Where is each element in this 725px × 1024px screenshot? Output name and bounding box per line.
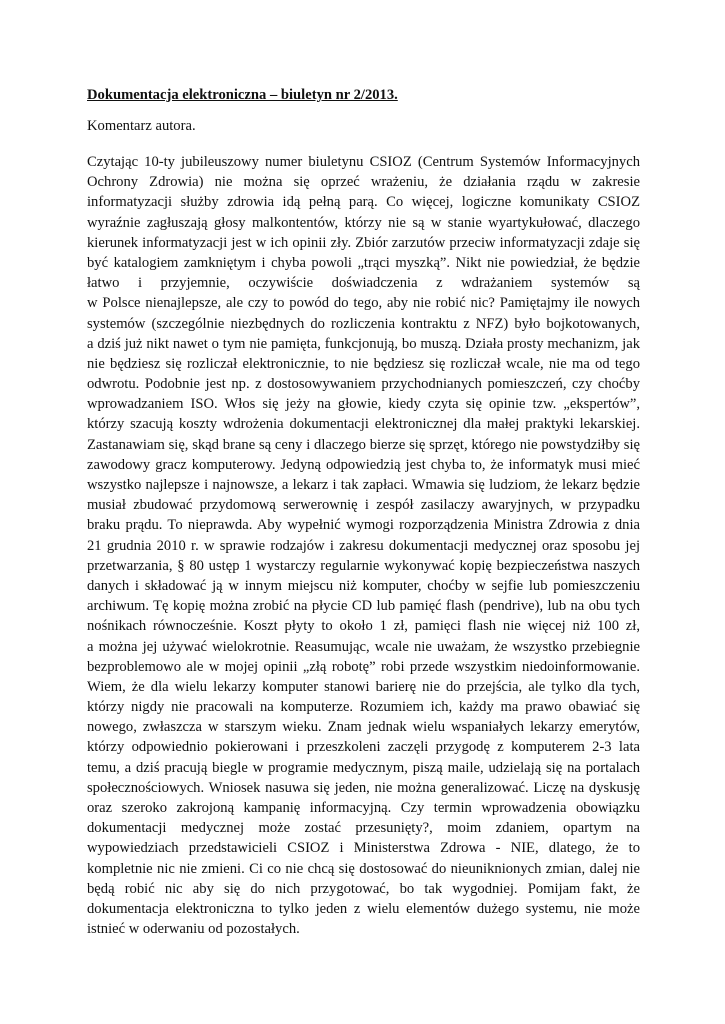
paragraph-line: Wiem, że dla wielu lekarzy komputer stanowi barierę nie do przejścia, ale tylko dla tych,: [87, 678, 640, 695]
paragraph-line: przetwarzania, § 80 ustęp 1 wystarczy regularnie wykonywać kopię bezpieczeństwa naszych: [87, 557, 640, 574]
paragraph-line: a można jej używać wielokrotnie. Reasumując, wcale nie uważam, że wszystko przebiegnie: [87, 638, 640, 655]
document-page: [87, 86, 640, 939]
paragraph-line: nie będziesz się rozliczał elektronicznie, to nie będziesz się rozliczał wcale, nie ma od tego: [87, 355, 640, 372]
paragraph-line: Ochrony Zdrowia) nie można się oprzeć wrażeniu, że działania rządu w zakresie: [87, 174, 640, 191]
document-subtitle: Komentarz autora.: [87, 118, 196, 134]
document-title: Dokumentacja elektroniczna – biuletyn nr 2/2013.: [87, 87, 398, 103]
paragraph-line: danych i składować ją w innym miejscu niż komputer, choćby w sejfie lub pomieszczeniu: [87, 577, 640, 594]
paragraph-line: będą robić nic aby się do nich przygotować, bo tak wygodniej. Pomijam fakt, że: [87, 880, 640, 897]
paragraph-line: zawodowy gracz komputerowy. Jedyną odpowiedzią jest chyba to, że informatyk musi mieć: [87, 456, 640, 473]
paragraph-line: nowego, zwłaszcza w starszym wieku. Znam jednak wielu wspaniałych lekarzy emerytów,: [87, 719, 640, 736]
paragraph-line: którzy nigdy nie pracowali na komputerze. Rozumiem ich, każdy ma prawo obawiać się: [87, 699, 640, 716]
paragraph-line: łatwo i przyjemnie, oczywiście doświadczenia z wdrażaniem systemów są: [87, 275, 640, 292]
paragraph-line: wypowiedziach przedstawicieli CSIOZ i Ministerstwa Zdrowa - NIE, dlatego, że to: [87, 840, 640, 857]
paragraph-line: 21 grudnia 2010 r. w sprawie rodzajów i zakresu dokumentacji medycznej oraz sposobu jej: [87, 537, 640, 554]
paragraph-line: którzy odpowiednio pokierowani i przeszkoleni zaczęli przygodę z komputerem 2-3 lata: [87, 739, 640, 756]
paragraph-line: temu, a dziś pracują biegle w programie medycznym, piszą maile, udzielają się na portalach: [87, 759, 640, 776]
paragraph-line: Czytając 10-ty jubileuszowy numer biuletynu CSIOZ (Centrum Systemów Informacyjnych: [87, 154, 640, 170]
paragraph-line: społecznościowych. Wniosek nasuwa się jeden, nie można generalizować. Liczę na dyskusję: [87, 779, 640, 796]
paragraph-line: kompletnie nic nie zmieni. Ci co nie chcą się dostosować do nieuniknionych zmian, dalej nie: [87, 860, 640, 877]
body-paragraph: [87, 152, 640, 939]
paragraph-line: bezproblemowo ale w mojej opinii „złą robotę” robi przede wszystkim niedoinformowanie.: [87, 658, 640, 675]
paragraph-line: być katalogiem zamkniętym i chyba powoli „trąci myszką”. Nikt nie powiedział, że będzie: [87, 254, 640, 271]
paragraph-line: wszystko najlepsze i najnowsze, a lekarz i tak zapłaci. Wmawia się ludziom, że lekarz będzie: [87, 477, 640, 493]
paragraph-line: którzy szacują koszty wdrożenia dokumentacji elektronicznej dla małej praktyki lekarskiej.: [87, 416, 640, 433]
paragraph-line: odwrotu. Podobnie jest np. z dostosowywaniem przychodnianych pomieszczeń, czy choćby: [87, 376, 640, 393]
paragraph-line: oraz szeroko zakrojoną kampanię informacyjną. Czy termin wprowadzenia obowiązku: [87, 800, 640, 816]
paragraph-line: Zastanawiam się, skąd brane są ceny i dlaczego bierze się sprzęt, którego nie powstydziłby się: [87, 436, 640, 453]
paragraph-line: informatyzacji służby zdrowia idą pełną parą. Co więcej, logiczne komunikaty CSIOZ: [87, 194, 640, 211]
paragraph-line: nośnikach równocześnie. Koszt płyty to około 1 zł, pamięci flash nie więcej niż 100 zł,: [87, 618, 640, 635]
paragraph-line: systemów (szczególnie niezbędnych do rozliczenia kontraktu z NFZ) było bojkotowanych,: [87, 315, 640, 332]
paragraph-line: kierunek informatyzacji jest w ich opinii zły. Zbiór zarzutów przeciw informatyzacji zdaje się: [87, 234, 640, 251]
paragraph-line: istnieć w oderwaniu od pozostałych.: [87, 921, 300, 938]
paragraph-line: dokumentacji medycznej może zostać przesunięty?, moim zdaniem, opartym na: [87, 820, 640, 837]
paragraph-line: musiał zbudować przydomową serwerownię i zespół zasilaczy awaryjnych, w przypadku: [87, 497, 640, 514]
paragraph-line: a dziś już nikt nawet o tym nie pamięta, funkcjonują, bo muszą. Działa prosty mechanizm, jak: [87, 335, 640, 352]
paragraph-line: dokumentacja elektroniczna to tylko jeden z wielu elementów dużego systemu, nie może: [87, 900, 640, 917]
paragraph-line: archiwum. Tę kopię można zrobić na płycie CD lub pamięć flash (pendrive), lub na obu tych: [87, 598, 640, 615]
paragraph-line: wprowadzaniem ISO. Włos się jeży na głowie, kiedy czyta się opinie tzw. „ekspertów”,: [87, 396, 640, 413]
paragraph-line: wyraźnie zagłuszają głosy malkontentów, którzy nie są w stanie wyartykułować, dlaczego: [87, 214, 640, 231]
paragraph-line: w Polsce nienajlepsze, ale czy to powód do tego, aby nie robić nic? Pamiętajmy ile nowych: [87, 295, 640, 312]
paragraph-line: braku prądu. To nieprawda. Aby wypełnić wymogi rozporządzenia Ministra Zdrowia z dnia: [87, 517, 640, 534]
